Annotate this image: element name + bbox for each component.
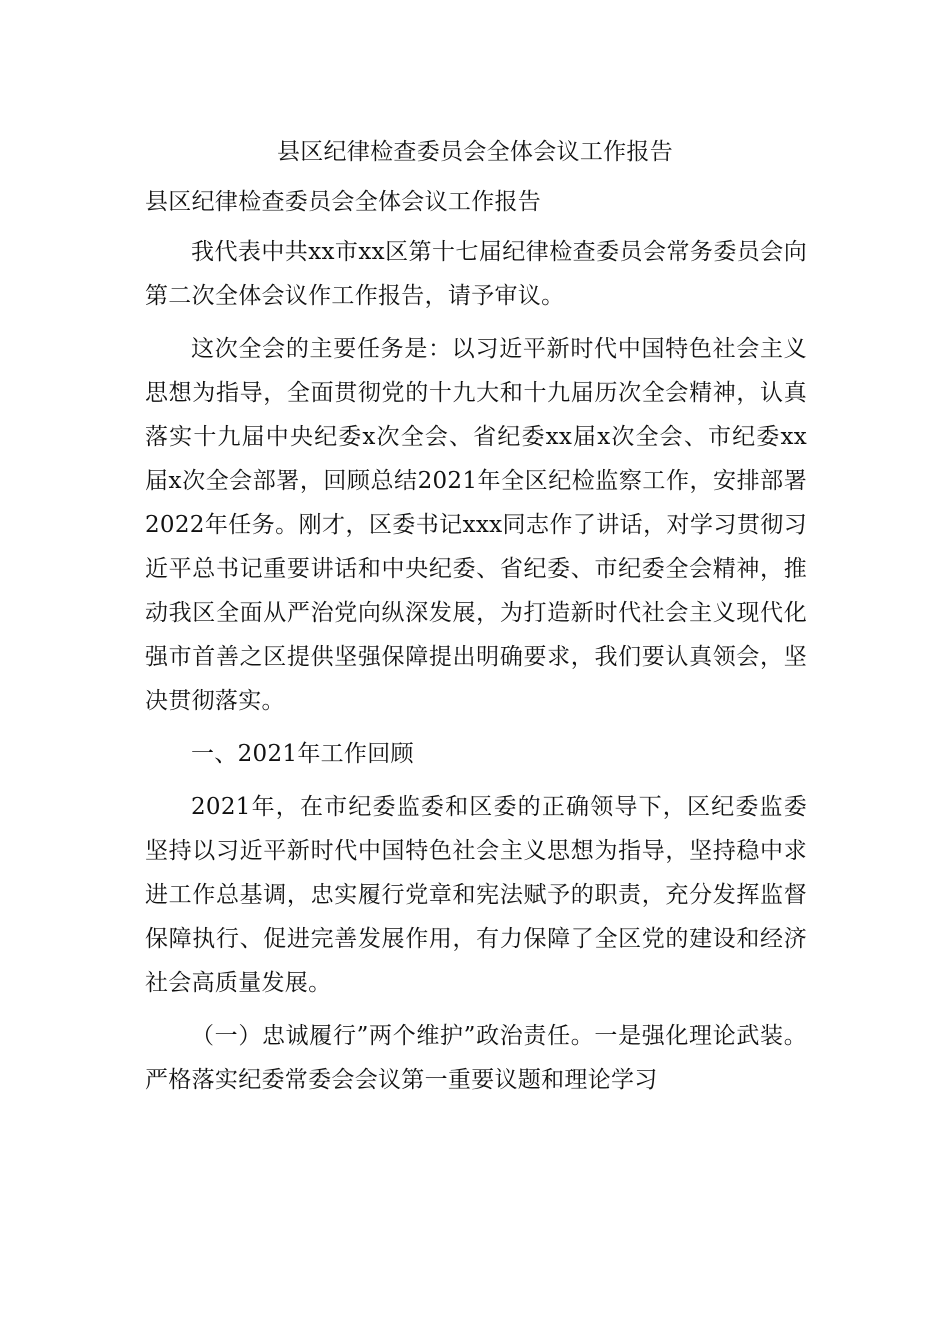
document-subtitle: 县区纪律检查委员会全体会议工作报告 (145, 189, 542, 215)
paragraph-main-tasks: 这次全会的主要任务是：以习近平新时代中国特色社会主义思想为指导，全面贯彻党的十九大和十九届历次全会精神，认真落实十九届中央纪委x次全会、省纪委xx届x次全会、市纪委xx届x次全会部署，回顾总结2021年全区纪检监察工作，安排部署2022年任务。刚才，区委书记xxx同志作了讲话，对学习贯彻习近平总书记重要讲话和中央纪委、省纪委、市纪委全会精神，推动我区全面从严治党向纵深发展，为打造新时代社会主义现代化强市首善之区提供坚强保障提出明确要求，我们要认真领会，坚决贯彻落实。 (145, 336, 807, 714)
document-body (145, 230, 807, 1102)
section-heading-review: 一、2021年工作回顾 (191, 741, 414, 767)
paragraph-political-duty: （一）忠诚履行”两个维护”政治责任。一是强化理论武装。严格落实纪委常委会会议第一重要议题和理论学习 (145, 1023, 807, 1093)
paragraph-intro: 我代表中共xx市xx区第十七届纪律检查委员会常务委员会向第二次全体会议作工作报告，请予审议。 (145, 239, 807, 309)
document-title: 县区纪律检查委员会全体会议工作报告 (276, 139, 674, 165)
paragraph-review-summary: 2021年，在市纪委监委和区委的正确领导下，区纪委监委坚持以习近平新时代中国特色社会主义思想为指导，坚持稳中求进工作总基调，忠实履行党章和宪法赋予的职责，充分发挥监督保障执行、促进完善发展作用，有力保障了全区党的建设和经济社会高质量发展。 (145, 794, 807, 996)
